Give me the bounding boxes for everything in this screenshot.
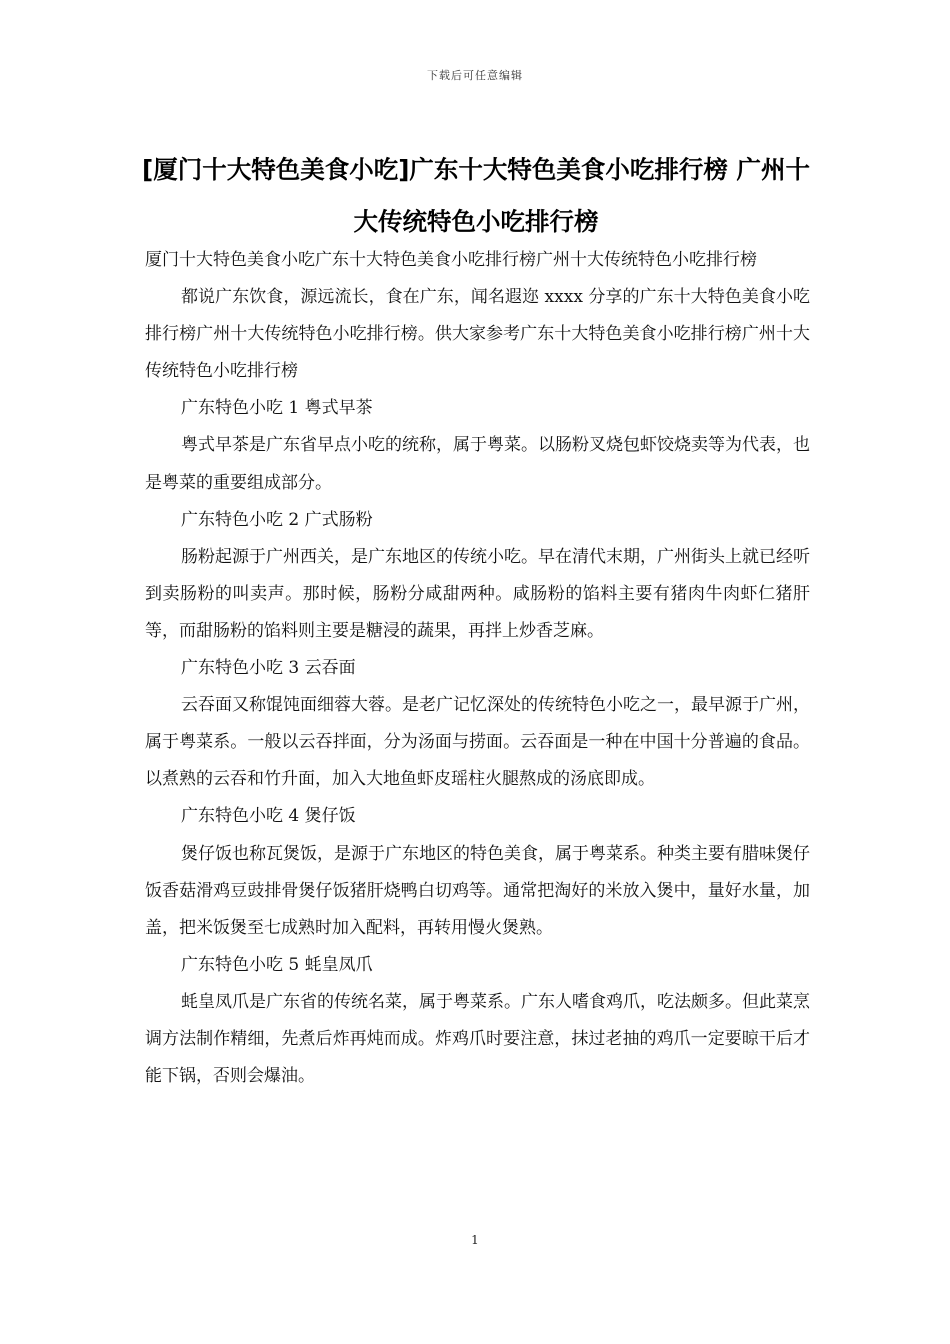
section-paragraph: 云吞面又称馄饨面细蓉大蓉。是老广记忆深处的传统特色小吃之一，最早源于广州，属于粤菜系。一般以云吞拌面，分为汤面与捞面。云吞面是一种在中国十分普遍的食品。以煮熟的云吞和竹升面，加入大地鱼虾皮瑶柱火腿熬成的汤底即成。 xyxy=(145,695,810,790)
section-paragraph: 蚝皇凤爪是广东省的传统名菜，属于粤菜系。广东人嗜食鸡爪，吃法颇多。但此菜烹调方法制作精细，先煮后炸再炖而成。炸鸡爪时要注意，抹过老抽的鸡爪一定要晾干后才能下锅，否则会爆油。 xyxy=(145,991,810,1087)
page-number: 1 xyxy=(471,1233,479,1247)
section-paragraph: 肠粉起源于广州西关，是广东地区的传统小吃。早在清代末期，广州街头上就已经听到卖肠粉的叫卖声。那时候，肠粉分咸甜两种。咸肠粉的馅料主要有猪肉牛肉虾仁猪肝等，而甜肠粉的馅料则主要是糖浸的蔬果，再拌上炒香芝麻。 xyxy=(145,546,810,641)
section-heading: 广东特色小吃 2 广式肠粉 xyxy=(181,509,373,530)
document-title: [厦门十大特色美食小吃]广东十大特色美食小吃排行榜 广州十大传统特色小吃排行榜 xyxy=(142,155,810,236)
section-heading: 广东特色小吃 4 煲仔饭 xyxy=(181,806,356,827)
header-note: 下载后可任意编辑 xyxy=(427,69,523,82)
section-paragraph: 煲仔饭也称瓦煲饭，是源于广东地区的特色美食，属于粤菜系。种类主要有腊味煲仔饭香菇滑鸡豆豉排骨煲仔饭猪肝烧鸭白切鸡等。通常把淘好的米放入煲中，量好水量，加盖，把米饭煲至七成熟时加入配料，再转用慢火煲熟。 xyxy=(145,843,810,938)
section-paragraph: 粤式早茶是广东省早点小吃的统称，属于粤菜。以肠粉叉烧包虾饺烧卖等为代表，也是粤菜的重要组成部分。 xyxy=(145,435,810,493)
section-heading: 广东特色小吃 1 粤式早茶 xyxy=(181,398,373,419)
document-body xyxy=(145,242,810,1095)
summary-paragraph: 厦门十大特色美食小吃广东十大特色美食小吃排行榜广州十大传统特色小吃排行榜 xyxy=(145,250,757,270)
section-heading: 广东特色小吃 5 蚝皇凤爪 xyxy=(181,954,373,975)
section-heading: 广东特色小吃 3 云吞面 xyxy=(181,658,356,679)
intro-paragraph: 都说广东饮食，源远流长，食在广东，闻名遐迩 xxxx 分享的广东十大特色美食小吃排行榜广州十大传统特色小吃排行榜。供大家参考广东十大特色美食小吃排行榜广州十大传统特色小吃排行榜 xyxy=(145,287,810,382)
